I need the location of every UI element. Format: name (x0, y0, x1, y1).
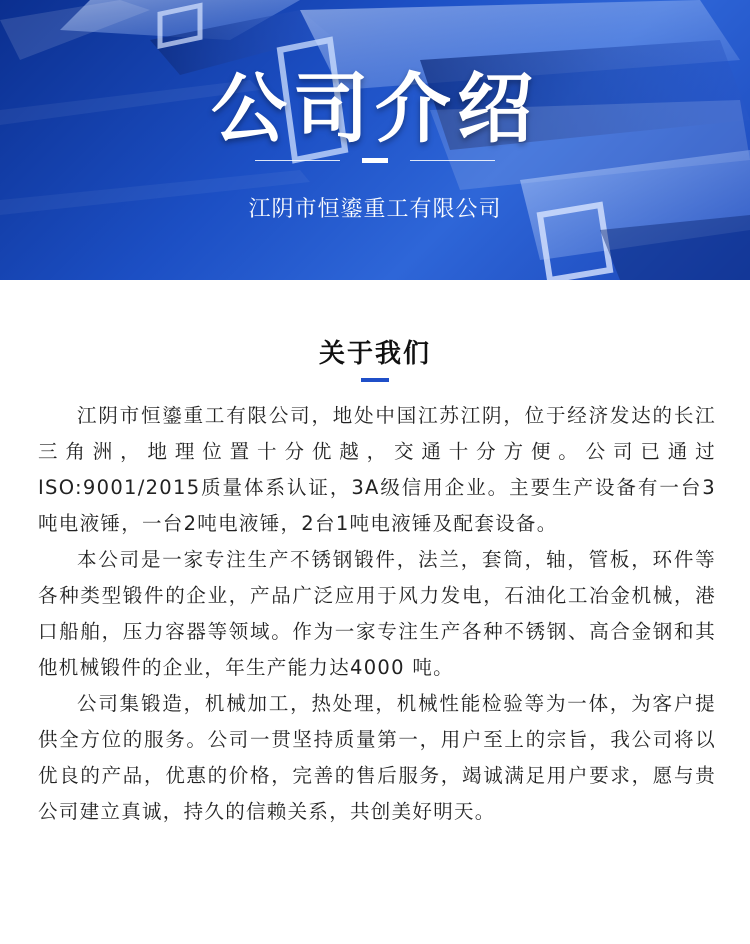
header-banner (0, 0, 750, 280)
company-name: 江阴市恒鎏重工有限公司 (248, 197, 502, 222)
paragraph: 公司集锻造，机械加工，热处理，机械性能检验等为一体，为客户提供全方位的服务。公司一贯坚持质量第一，用户至上的宗旨，我公司将以优良的产品，优惠的价格，完善的售后服务，竭诚满足用户要求，愿与贵公司建立真诚，持久的信赖关系，共创美好明天。 (38, 692, 716, 823)
section-title-underline (361, 378, 389, 382)
divider-center-bar (362, 158, 388, 163)
paragraph: 本公司是一家专注生产不锈钢锻件，法兰，套筒，轴，管板，环件等各种类型锻件的企业，产品广泛应用于风力发电，石油化工冶金机械，港口船舶，压力容器等领域。作为一家专注生产各种不锈钢、高合金钢和其他机械锻件的企业，年生产能力达4000 吨。 (38, 548, 716, 679)
section-title: 关于我们 (318, 339, 431, 369)
divider-line-right (410, 160, 495, 161)
about-content (38, 398, 716, 830)
banner-title: 公司介绍 (211, 64, 539, 153)
divider-line-left (255, 160, 340, 161)
banner-divider (0, 160, 750, 162)
paragraph: 江阴市恒鎏重工有限公司，地处中国江苏江阴，位于经济发达的长江三角洲，地理位置十分优越，交通十分方便。公司已通过ISO:9001/2015质量体系认证，3A级信用企业。主要生产设备有一台3吨电液锤，一台2吨电液锤，2台1吨电液锤及配套设备。 (38, 404, 716, 535)
